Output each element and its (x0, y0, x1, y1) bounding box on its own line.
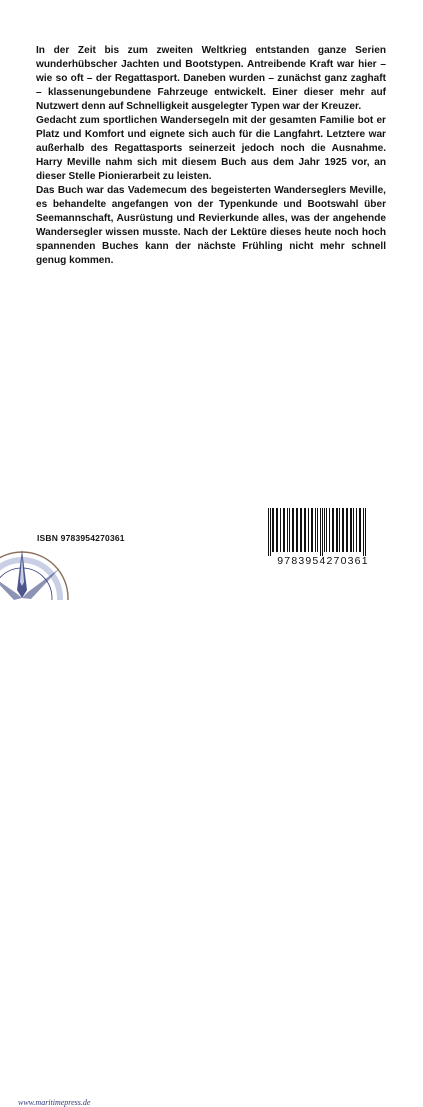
publisher-logo (0, 520, 110, 1107)
blurb-text (36, 44, 386, 268)
blurb-paragraph-3: Das Buch war das Vademecum des begeisterten Wanderseglers Meville, es behandelte angefangen von der Typenkunde und Bootswahl über Seemannschaft, Ausrüstung und Revierkunde alles, was der angehende Wandersegler wissen musste. Nach der Lektüre dieses heute noch hoch spannenden Buches kann der nächste Frühling nicht mehr schnell genug kommen. (36, 185, 386, 266)
compass-rose-icon (0, 520, 110, 600)
barcode-icon (266, 508, 380, 556)
blurb-paragraph-1: In der Zeit bis zum zweiten Weltkrieg entstanden ganze Serien wunderhübscher Jachten und Bootstypen. Antreibende Kraft war hier – wie so oft – der Regattasport. Daneben wurden – zunächst ganz zaghaft – klassenungebundene Fahrzeuge entwickelt. Einer dieser mehr auf Nutzwert denn auf Schnelligkeit ausgelegter Typen war der Kreuzer. (36, 45, 386, 112)
publisher-url: www.maritimepress.de (18, 1098, 91, 1107)
isbn-label: ISBN 9783954270361 (37, 533, 125, 543)
isbn-barcode (260, 504, 386, 574)
barcode-number: 9783954270361 (277, 555, 369, 567)
blurb-paragraph-2: Gedacht zum sportlichen Wandersegeln mit der gesamten Familie bot er Platz und Komfort und eignete sich auch für die Langfahrt. Letztere war außerhalb des Regattasports seinerzeit jedoch noch die Ausnahme. Harry Meville nahm sich mit diesem Buch aus dem Jahr 1925 vor, an dieser Stelle Pionierarbeit zu leisten. (36, 115, 386, 182)
